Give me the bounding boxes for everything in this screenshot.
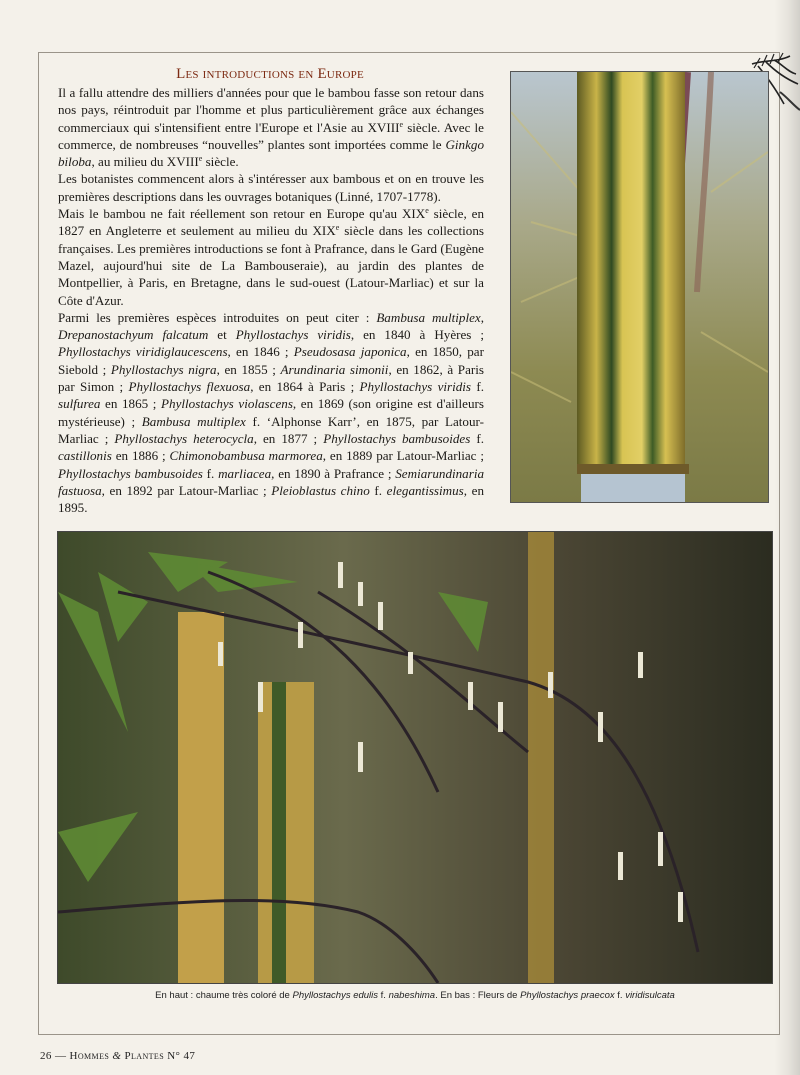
text-run: Les botanistes commencent alors à s'intéresser aux bambous et on en trouve les premières descriptions dans les ouvrages botaniques (Linné, 1707-1778).	[58, 171, 484, 204]
text-run: , en 1890 à Prafrance ;	[271, 465, 396, 481]
superscript: e	[335, 223, 340, 233]
text-run: , en 1846 ;	[227, 344, 294, 360]
italic-text-run: Pleioblastus chino	[271, 482, 370, 498]
italic-text-run: Bambusa multiplex	[376, 309, 481, 325]
text-run: , au milieu du XVIII	[91, 154, 199, 170]
text-run: Parmi les premières espèces introduites on peut citer :	[58, 309, 377, 325]
text-run: , en 1840 à Hyères ;	[350, 327, 484, 343]
photo-flowers-praecox	[57, 531, 773, 984]
italic-text-run: Phyllostachys heterocycla	[114, 430, 254, 446]
italic-text-run: Arundinaria simonii	[280, 361, 389, 377]
text-run: et	[208, 327, 236, 343]
magazine-ampersand: &	[109, 1050, 125, 1062]
italic-text-run: viridisulcata	[625, 990, 675, 1001]
italic-text-run: Phyllostachys edulis	[292, 990, 379, 1001]
text-run: , en 1877 ;	[253, 430, 324, 446]
italic-text-run: Pseudosasa japonica	[293, 344, 407, 360]
magazine-name-plantes: Plantes	[124, 1050, 165, 1062]
issue-number: N° 47	[164, 1050, 196, 1062]
photo-caption	[57, 990, 773, 1001]
italic-text-run: Phyllostachys violascens	[161, 396, 293, 412]
text-run: , en 1855 ;	[216, 361, 281, 377]
text-run: , en 1869 (son origine est d'ailleurs mystérieuse) ;	[58, 396, 484, 429]
paragraph-botanists	[58, 170, 484, 205]
text-run: , en 1850, par Siebold ;	[58, 344, 484, 377]
text-run: siècle. Avec le commerce, de nombreuses “nouvelles” plantes sont importées comme le	[58, 119, 484, 152]
text-run: , en 1889 par Latour-Marliac ;	[322, 448, 484, 464]
superscript: e	[399, 119, 404, 129]
text-run: f.	[369, 482, 387, 498]
italic-text-run: Phyllostachys nigra	[110, 361, 217, 377]
text-run: , en 1864 à Paris ;	[250, 379, 360, 395]
page-footer	[40, 1050, 195, 1062]
italic-text-run: Phyllostachys praecox	[520, 990, 615, 1001]
text-run: siècle.	[202, 154, 239, 170]
text-run: f.	[614, 990, 626, 1001]
text-run: siècle, en 1827 en Angleterre et seulement au milieu du XIX	[58, 206, 484, 239]
text-run: , en 1895.	[58, 482, 485, 516]
italic-text-run: Phyllostachys viridis	[359, 379, 472, 395]
text-run: f.	[471, 379, 484, 395]
italic-text-run: Phyllostachys bambusoides	[323, 430, 471, 446]
text-run: . En bas : Fleurs de	[435, 990, 521, 1001]
italic-text-run: marliacea	[218, 465, 272, 481]
text-run: f.	[378, 990, 389, 1001]
page-number: 26	[40, 1050, 52, 1062]
text-run: f.	[470, 430, 484, 446]
italic-text-run: Phyllostachys flexuosa	[128, 379, 251, 395]
photo-culm-image	[511, 72, 768, 502]
text-run: Mais le bambou ne fait réellement son retour en Europe qu'au XIX	[58, 206, 426, 222]
photo-flowers-image	[58, 532, 772, 983]
italic-text-run: Semiarundinaria fastuosa	[58, 465, 484, 498]
text-run: siècle dans les collections françaises. Les premières introductions se font à Prafrance, dans le Gard (Eugène Mazel, aujourd'hui site de La Bambouseraie), au jardin des plantes de Montpellier, à Paris, en Bretagne, dans le sud-ouest (Latour-Marliac) et sur la Côte d'Azur.	[58, 223, 484, 308]
text-run: , en 1862, à Paris par Simon ;	[58, 361, 484, 395]
paragraph-intro	[58, 84, 484, 170]
italic-text-run: Phyllostachys bambusoides	[58, 465, 203, 481]
photo-culm-nabeshima	[510, 71, 769, 503]
text-run: , en 1892 par Latour-Marliac ;	[101, 482, 272, 498]
text-run: f. ‘Alphonse Karr’, en 1875, par Latour-Marliac ;	[58, 413, 484, 446]
italic-text-run: Phyllostachys viridis	[235, 327, 351, 343]
article-body	[58, 84, 484, 516]
magazine-name-hommes: Hommes	[69, 1050, 110, 1062]
footer-dash: —	[51, 1050, 70, 1062]
italic-text-run: Bambusa multiplex	[141, 413, 246, 429]
text-run: En haut : chaume très coloré de	[155, 990, 293, 1001]
paragraph-return-europe	[58, 205, 484, 309]
text-run: f.	[202, 465, 219, 481]
text-run: Il a fallu attendre des milliers d'années pour que le bambou fasse son retour dans nos pays, réintroduit par l'homme et plus particulièrement grâce aux échanges commerciaux qui s'intensifient entre l'Europe et l'Asie au XVIII	[58, 85, 484, 135]
italic-text-run: Chimonobambusa marmorea	[169, 448, 323, 464]
italic-text-run: elegantissimus	[386, 482, 464, 498]
paragraph-species-list	[58, 309, 484, 517]
italic-text-run: Drepanostachyum falcatum	[58, 327, 209, 343]
italic-text-run: Phyllostachys viridiglaucescens	[58, 344, 228, 360]
italic-text-run: nabeshima	[388, 990, 436, 1001]
italic-text-run: sulfurea	[58, 396, 101, 412]
text-run: en 1865 ;	[100, 396, 162, 412]
italic-text-run: Ginkgo biloba	[58, 136, 484, 170]
superscript: e	[198, 154, 203, 164]
text-run: en 1886 ;	[111, 448, 170, 464]
superscript: e	[425, 206, 429, 216]
italic-text-run: castillonis	[58, 448, 112, 464]
article-title: Les introductions en Europe	[176, 66, 364, 82]
text-run: ,	[480, 309, 484, 325]
